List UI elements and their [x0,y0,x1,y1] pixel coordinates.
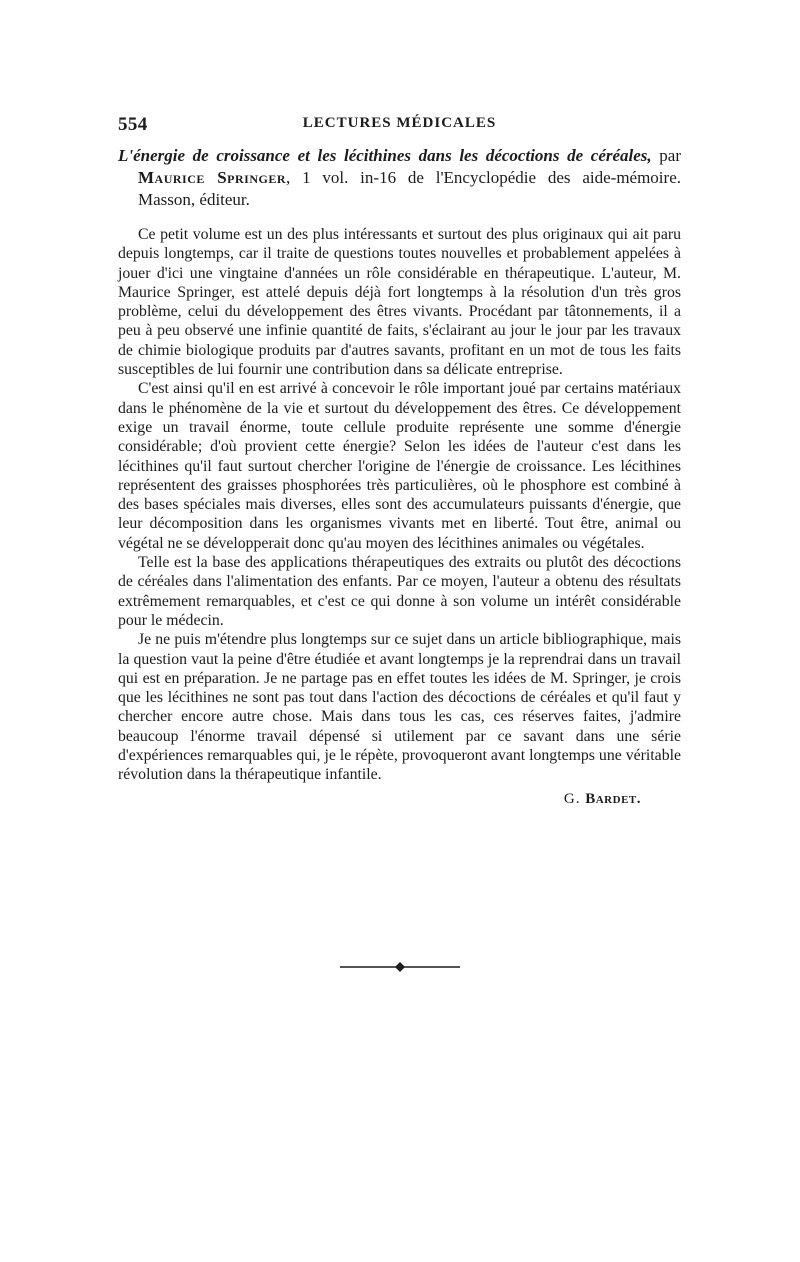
author-name: Maurice Springer [138,168,286,187]
running-head [118,112,681,140]
publication-info: , 1 vol. in-16 de l'Encyclopédie des aide-mémoire. Masson, éditeur. [138,168,681,209]
book-title: L'énergie de croissance et les lécithines dans les décoctions de céréales, [118,146,652,165]
signature-initial: G. [563,790,581,807]
review-citation [118,145,681,211]
signature-name: Bardet. [585,790,641,807]
author-prefix: par [659,146,681,165]
paragraph: C'est ainsi qu'il en est arrivé à concevoir le rôle important joué par certains matériaux dans le phénomène de la vie et surtout du développement des êtres. Ce développement exige un travail énorme, toute cellule produite représente une somme d'énergie considérable; d'où provient cette énergie? Selon les idées de l'auteur c'est dans les lécithines qu'il faut surtout chercher l'origine de l'énergie de croissance. Les lécithines représentent des graisses phosphorées très particulières, où le phosphore est combiné à des bases spéciales mais diverses, elles sont des accumulateurs puissants d'énergie, que leur décomposition dans les organismes vivants met en liberté. Tout être, animal ou végétal ne se développerait donc qu'au moyen des lécithines animales ou végétales. [118,380,681,552]
paragraph: Ce petit volume est un des plus intéressants et surtout des plus originaux qui ait paru depuis longtemps, car il traite de questions toutes nouvelles et probablement appelées à jouer d'ici une vingtaine d'années un rôle considérable en thérapeutique. L'auteur, M. Maurice Springer, est attelé depuis déjà fort longtemps à la résolution d'un très gros problème, celui du développement des êtres vivants. Procédant par tâtonnements, il a peu à peu observé une infinie quantité de faits, s'éclairant au jour le jour par les travaux de chimie biologique produits par d'autres savants, profitant en un mot de tous les faits susceptibles de lui fournir une contribution dans sa délicate entreprise. [118,226,681,379]
review-body [118,225,681,785]
section-end-ornament [340,959,460,975]
paragraph: Je ne puis m'étendre plus longtemps sur ce sujet dans un article bibliographique, mais la question vaut la peine d'être étudiée et avant longtemps je la reprendrai dans un travail qui est en préparation. Je ne partage pas en effet toutes les idées de M. Springer, je crois que les lécithines ne sont pas tout dans l'action des décoctions de céréales et qu'il faut y chercher encore autre chose. Mais dans tous les cas, ces réserves faites, j'admire beaucoup l'énorme travail dépensé si utilement par ce savant dans une série d'expériences remarquables qui, je le répète, provoqueront avant longtemps une véritable révolution dans la thérapeutique infantile. [118,631,681,784]
page-number: 554 [118,114,148,135]
signature [118,791,681,808]
book-page [118,112,681,808]
section-title: LECTURES MÉDICALES [302,115,497,131]
paragraph: Telle est la base des applications thérapeutiques des extraits ou plutôt des décoctions de céréales dans l'alimentation des enfants. Par ce moyen, l'auteur a obtenu des résultats extrêmement remarquables, et c'est ce qui donne à son volume un intérêt considérable pour le médecin. [118,554,681,629]
